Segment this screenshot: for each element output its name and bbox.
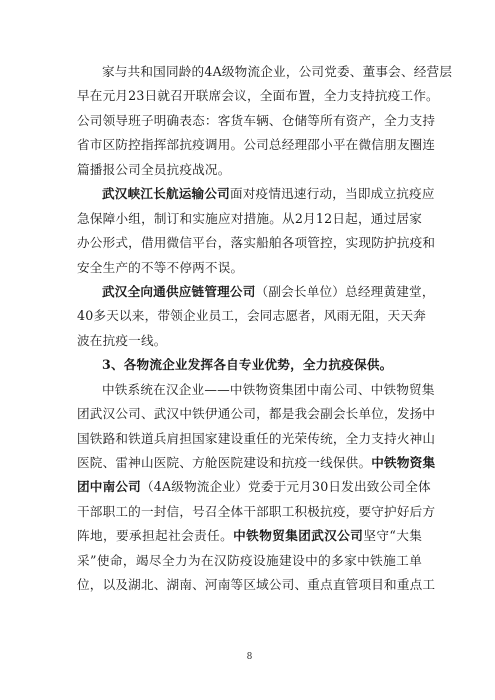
text-run: 40多天以来，带领企业员工，会同志愿者，风雨无阻，天天奔 — [77, 308, 427, 324]
text-run: 公司领导班子明确表态：客货车辆、仓储等所有资产，全力支持 — [77, 112, 436, 128]
bold-text: 武汉峡江长航运输公司 — [102, 186, 230, 202]
paragraph-line — [77, 60, 453, 84]
paragraph-line — [77, 549, 422, 573]
paragraph-line — [77, 256, 422, 280]
paragraph-line — [77, 451, 436, 475]
paragraph-line — [77, 158, 422, 182]
text-run: （副会长单位）总经理黄建堂， — [255, 283, 435, 299]
text-run: 阵地，要承担起社会责任。 — [77, 528, 234, 544]
paragraph-line — [77, 427, 436, 451]
bold-text: 3、各物流企业发挥各自专业优势，全力抗疫保供。 — [102, 357, 393, 373]
paragraph-line — [77, 402, 436, 426]
paragraph-line — [77, 133, 436, 157]
paragraph-line — [77, 573, 436, 597]
bold-text: 团中南公司 — [77, 479, 141, 495]
text-run: 医院、雷神山医院、方舱医院建设和抗疫一线保供。 — [77, 455, 372, 470]
text-run: 家与共和国同龄的4A级物流企业，公司党委、董事会、经营层 — [102, 64, 453, 79]
text-run: 干部职工的一封信，号召全体干部职工积极抗疫，要守护好后方 — [77, 503, 436, 519]
document-page — [77, 0, 453, 700]
text-run: 国铁路和铁道兵肩担国家建设重任的光荣传统，全力支持火神山 — [77, 430, 436, 446]
paragraph-line — [77, 231, 436, 255]
text-run: 中铁系统在汉企业——中铁物资集团中南公司、中铁物贸集 — [102, 381, 435, 397]
bold-text: 中铁物资集 — [371, 455, 436, 470]
paragraph-line — [77, 109, 436, 133]
paragraph-line — [77, 500, 436, 524]
text-run: 团武汉公司、武汉中铁伊通公司，都是我会副会长单位，发扬中 — [77, 406, 436, 422]
section-heading — [77, 353, 422, 377]
paragraph-line — [77, 329, 422, 353]
text-run: 坚守“大集 — [363, 528, 423, 544]
paragraph-line — [77, 182, 435, 206]
text-run: 安全生产的不等不停两不误。 — [77, 259, 244, 275]
text-run: 位，以及湖北、湖南、河南等区域公司、重点直管项目和重点工 — [77, 577, 436, 593]
text-run: 篇播报公司全员抗疫战况。 — [77, 161, 231, 177]
text-run: 面对疫情迅速行动，当即成立抗疫应 — [229, 186, 435, 202]
text-run: 急保障小组，制订和实施应对措施。从2月12日起，通过居家 — [77, 210, 422, 226]
paragraph-line — [77, 475, 431, 499]
text-run: 办公形式，借用微信平台，落实船舶各项管控，实现防护抗疫和 — [77, 235, 436, 251]
text-run: 波在抗疫一线。 — [77, 332, 167, 348]
bold-text: 中铁物贸集团武汉公司 — [233, 528, 364, 544]
page-number: 8 — [246, 652, 253, 662]
paragraph-line — [77, 280, 435, 304]
text-run: 采”使命，竭尽全力为在汉防疫设施建设中的多家中铁施工单 — [77, 552, 422, 568]
paragraph-line — [77, 378, 435, 402]
text-run: 早在元月23日就召开联席会议，全面布置，全力支持抗疫工作。 — [77, 88, 439, 104]
paragraph-line — [77, 304, 427, 328]
document-body — [77, 60, 453, 598]
paragraph-line — [77, 84, 439, 108]
bold-text: 武汉全向通供应链管理公司 — [102, 283, 256, 299]
paragraph-line — [77, 207, 422, 231]
paragraph-line — [77, 524, 422, 548]
text-run: （4A级物流企业）党委于元月30日发出致公司全体 — [140, 479, 431, 495]
text-run: 省市区防控指挥部抗疫调用。公司总经理邵小平在微信朋友圈连 — [77, 137, 436, 153]
